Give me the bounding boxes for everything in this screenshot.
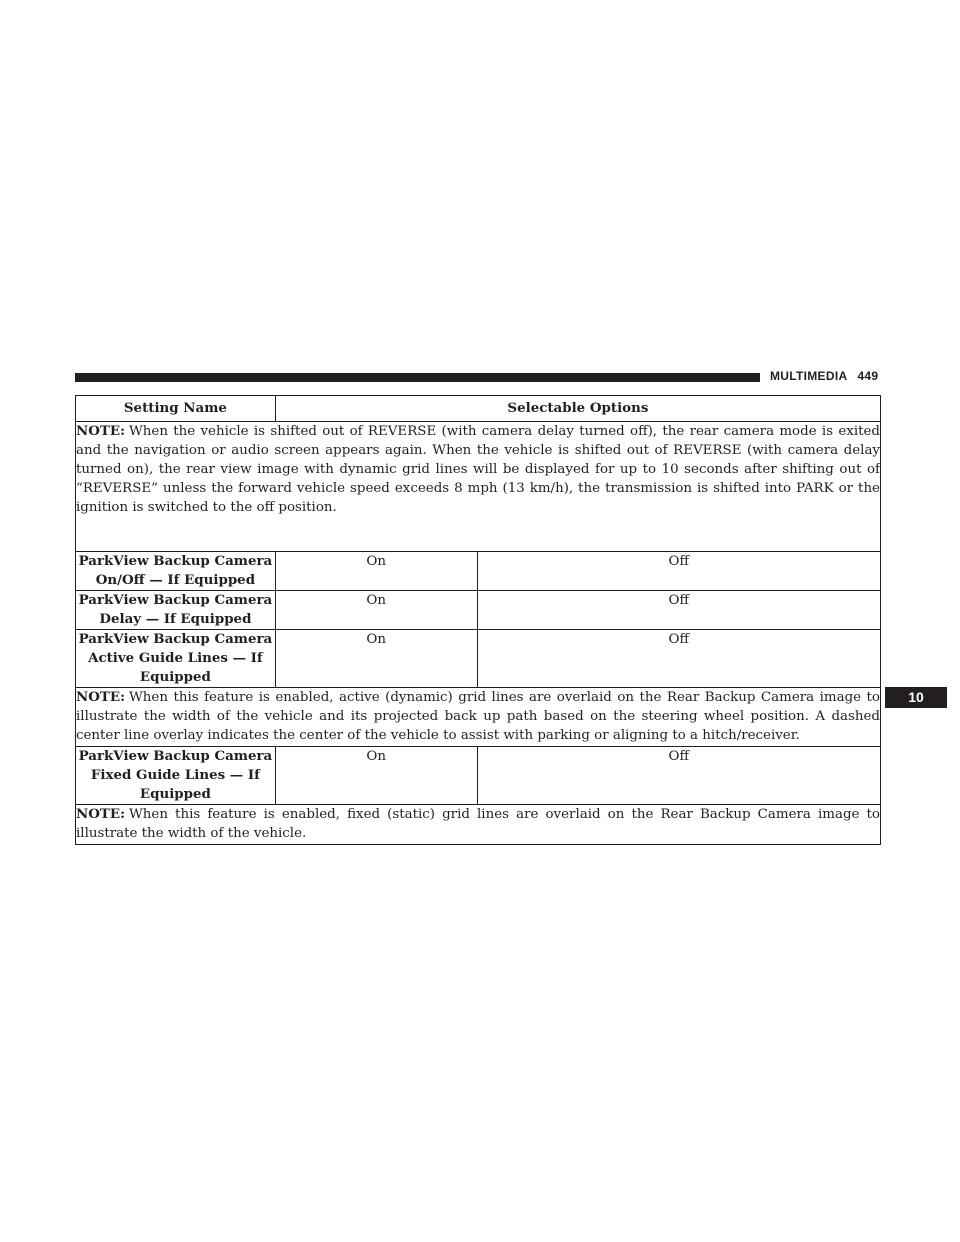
note-label: NOTE: bbox=[76, 689, 126, 705]
column-header-selectable-options: Selectable Options bbox=[275, 396, 880, 422]
note-row bbox=[76, 422, 881, 552]
option-on: On bbox=[275, 747, 477, 805]
option-off: Off bbox=[477, 747, 880, 805]
table-row bbox=[76, 591, 881, 630]
note-text: When this feature is enabled, active (dynamic) grid lines are overlaid on the Rear Backup Camera image to illustrate the width of the vehicle and its projected back up path based on the steering wheel position. A dashed center line overlay indicates the center of the vehicle to assist with parking or aligning to a hitch/receiver. bbox=[76, 690, 880, 743]
setting-name: ParkView Backup Camera Delay — If Equipped bbox=[76, 591, 276, 630]
table-row bbox=[76, 747, 881, 805]
note-label: NOTE: bbox=[76, 423, 126, 439]
note-cell bbox=[76, 422, 881, 552]
note-row bbox=[76, 688, 881, 747]
note-cell bbox=[76, 688, 881, 747]
running-header bbox=[770, 369, 878, 383]
table-row bbox=[76, 552, 881, 591]
settings-table bbox=[75, 395, 881, 845]
header-rule bbox=[75, 373, 760, 382]
setting-name: ParkView Backup Camera On/Off — If Equipped bbox=[76, 552, 276, 591]
option-off: Off bbox=[477, 552, 880, 591]
note-cell bbox=[76, 805, 881, 845]
page-number: 449 bbox=[857, 369, 879, 383]
option-on: On bbox=[275, 630, 477, 688]
chapter-tab: 10 bbox=[885, 687, 947, 708]
option-on: On bbox=[275, 552, 477, 591]
column-header-setting-name: Setting Name bbox=[76, 396, 276, 422]
option-off: Off bbox=[477, 591, 880, 630]
setting-name: ParkView Backup Camera Fixed Guide Lines — If Equipped bbox=[76, 747, 276, 805]
note-label: NOTE: bbox=[76, 806, 126, 822]
note-text: When the vehicle is shifted out of REVERSE (with camera delay turned off), the rear camera mode is exited and the navigation or audio screen appears again. When the vehicle is shifted out of REVERSE (with camera delay turned on), the rear view image with dynamic grid lines will be displayed for up to 10 seconds after shifting out of “REVERSE” unless the forward vehicle speed exceeds 8 mph (13 km/h), the transmission is shifted into PARK or the ignition is switched to the off position. bbox=[76, 424, 880, 515]
note-row bbox=[76, 805, 881, 845]
setting-name: ParkView Backup Camera Active Guide Lines — If Equipped bbox=[76, 630, 276, 688]
option-off: Off bbox=[477, 630, 880, 688]
option-on: On bbox=[275, 591, 477, 630]
note-text: When this feature is enabled, fixed (static) grid lines are overlaid on the Rear Backup Camera image to illustrate the width of the vehicle. bbox=[76, 807, 880, 841]
section-title: MULTIMEDIA bbox=[770, 369, 848, 383]
table-header-row bbox=[76, 396, 881, 422]
table-row bbox=[76, 630, 881, 688]
